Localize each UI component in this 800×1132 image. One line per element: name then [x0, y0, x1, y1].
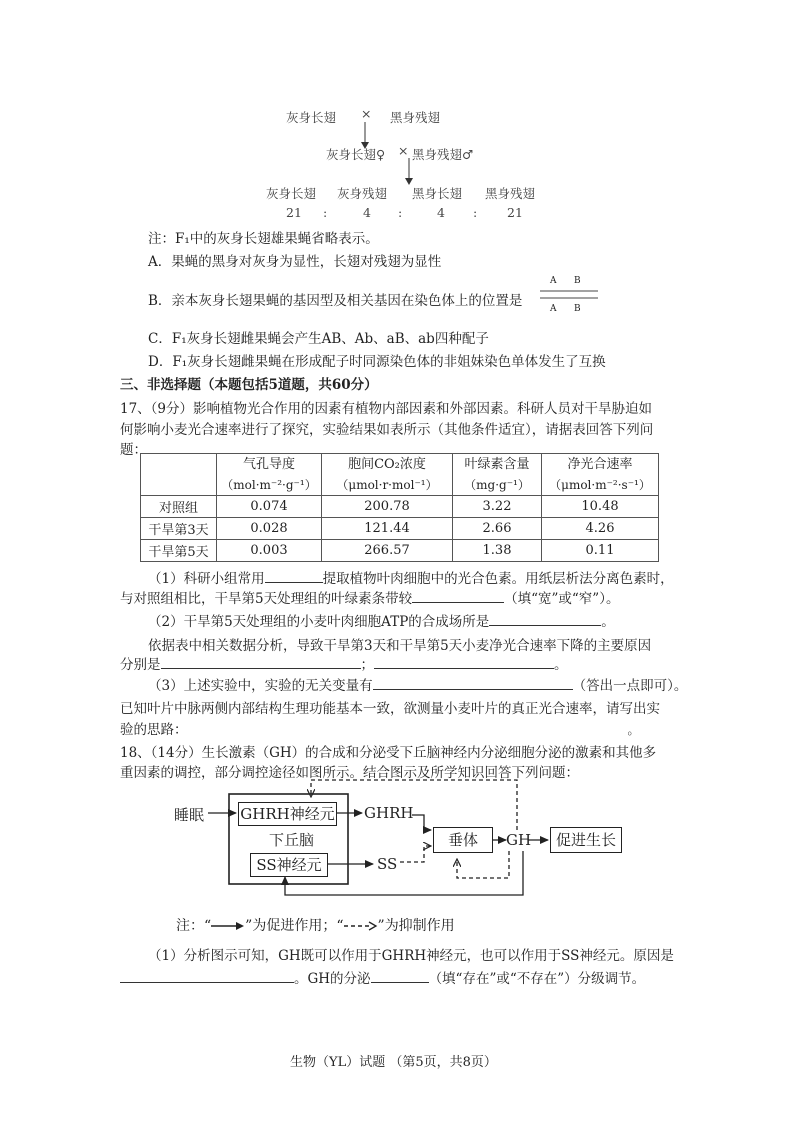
ghrh-neuron-box: GHRH神经元 — [238, 802, 337, 826]
q17-intro-1: 17、（9分）影响植物光合作用的因素有植物内部因素和外部因素。科研人员对干旱胁迫如 — [120, 401, 653, 417]
colon-1: : — [323, 205, 328, 220]
table-row: 对照组 0.074 200.78 3.22 10.48 — [141, 496, 659, 518]
growth-box: 促进生长 — [550, 827, 622, 853]
gene-b-top: B — [574, 276, 581, 286]
gene-a-top: A — [550, 276, 557, 286]
offspring-3: 黑身长翅 — [412, 186, 463, 201]
blank-gh-reason[interactable] — [120, 969, 294, 984]
q17-sub2-line1: （2）干旱第5天处理组的小麦叶肉细胞ATP的合成场所是 。 — [148, 610, 615, 630]
gene-b-bottom: B — [574, 304, 581, 314]
q16-option-d: D．F₁灰身长翅雌果蝇在形成配子时同源染色体的非姐妹染色单体发生了互换 — [148, 354, 606, 370]
q18-sub1-line2: 。GH的分泌 （填“存在”或“不存在”）分级调节。 — [120, 967, 645, 987]
hypothalamus-label: 下丘脑 — [269, 831, 315, 849]
ss-neuron-box: SS神经元 — [250, 853, 328, 877]
cross-f1-times: × — [398, 143, 409, 158]
table-header-stomatal: 气孔导度 （mol·m⁻²·g⁻¹） — [217, 454, 322, 496]
offspring-2: 灰身残翅 — [337, 186, 388, 201]
q18-intro-1: 18、（14分）生长激素（GH）的合成和分泌受下丘脑神经内分泌细胞分泌的激素和其他多 — [120, 745, 657, 761]
q17-intro-3: 题： — [120, 442, 147, 458]
page-footer: 生物（YL）试题 （第5页，共8页） — [290, 1055, 497, 1070]
ss-label: SS — [377, 855, 398, 873]
q16-note: 注：F₁中的灰身长翅雄果蝇省略表示。 — [148, 231, 379, 247]
table-header-co2: 胞间CO₂浓度 （μmol·r·mol⁻¹） — [322, 454, 453, 496]
colon-2: : — [398, 205, 403, 220]
offspring-4: 黑身残翅 — [485, 186, 536, 201]
q17-intro-2: 何影响小麦光合速率进行了探究，实验结果如表所示（其他条件适宜），请据表回答下列问 — [120, 422, 654, 438]
q17-sub3-line2: 已知叶片中脉两侧内部结构生理功能基本一致，欲测量小麦叶片的真正光合速率，请写出实 — [120, 701, 660, 717]
table-header-chlorophyll: 叶绿素含量 （mg·g⁻¹） — [453, 454, 542, 496]
q17-sub1-line2: 与对照组相比，干旱第5天处理组的叶绿素条带较 （填“宽”或“窄”）。 — [120, 587, 619, 607]
cross-f1-male: 黑身残翅♂ — [412, 147, 474, 162]
cross-parent-left: 灰身长翅 — [286, 110, 337, 125]
q17-sub2-line2: 依据表中相关数据分析，导致干旱第3天和干旱第5天小麦净光合速率下降的主要原因 — [148, 638, 652, 654]
q16-option-b: B．亲本灰身长翅果蝇的基因型及相关基因在染色体上的位置是 — [148, 293, 523, 309]
count-4: 21 — [507, 205, 523, 220]
gh-label: GH — [506, 831, 532, 849]
cross-parent-right: 黑身残翅 — [390, 110, 441, 125]
q16-option-a: A．果蝇的黑身对灰身为显性，长翅对残翅为显性 — [148, 254, 442, 270]
q18-intro-2: 重因素的调控，部分调控途径如图所示。结合图示及所学知识回答下列问题： — [120, 765, 579, 781]
colon-3: : — [473, 205, 478, 220]
cross-times: × — [361, 106, 372, 121]
ghrh-label: GHRH — [364, 804, 414, 822]
solid-arrow-icon — [211, 921, 245, 931]
q16-option-c: C．F₁灰身长翅雌果蝇会产生AB、Ab、aB、ab四种配子 — [148, 331, 489, 347]
section-title: 三、非选择题（本题包括5道题，共60分） — [120, 377, 378, 393]
diagram-legend: 注：“ ”为促进作用；“ ”为抑制作用 — [176, 918, 455, 934]
dashed-arrow-icon — [344, 921, 378, 931]
count-2: 4 — [363, 205, 371, 220]
pituitary-box: 垂体 — [433, 827, 493, 853]
offspring-1: 灰身长翅 — [266, 186, 317, 201]
table-header-photosynthesis: 净光合速率 （μmol·m⁻²·s⁻¹） — [542, 454, 659, 496]
sleep-label: 睡眠 — [174, 806, 205, 824]
table-row: 干旱第5天 0.003 266.57 1.38 0.11 — [141, 540, 659, 562]
table-row: 干旱第3天 0.028 121.44 2.66 4.26 — [141, 518, 659, 540]
blank-hierarchical[interactable] — [371, 969, 429, 984]
q17-sub2-line3: 分别是 ； 。 — [120, 653, 568, 673]
q17-sub3-line1: （3）上述实验中，实验的无关变量有 （答出一点即可）。 — [148, 674, 687, 694]
count-3: 4 — [437, 205, 445, 220]
gene-a-bottom: A — [550, 304, 557, 314]
count-1: 21 — [286, 205, 302, 220]
q17-sub1-line1: （1）科研小组常用 提取植物叶肉细胞中的光合色素。用纸层析法分离色素时， — [148, 567, 674, 587]
q17-sub3-line3: 验的思路： 。 — [120, 722, 640, 738]
q18-sub1-line1: （1）分析图示可知，GH既可以作用于GHRH神经元，也可以作用于SS神经元。原因是 — [148, 948, 674, 964]
cross-f1-female: 灰身长翅♀ — [326, 147, 386, 162]
